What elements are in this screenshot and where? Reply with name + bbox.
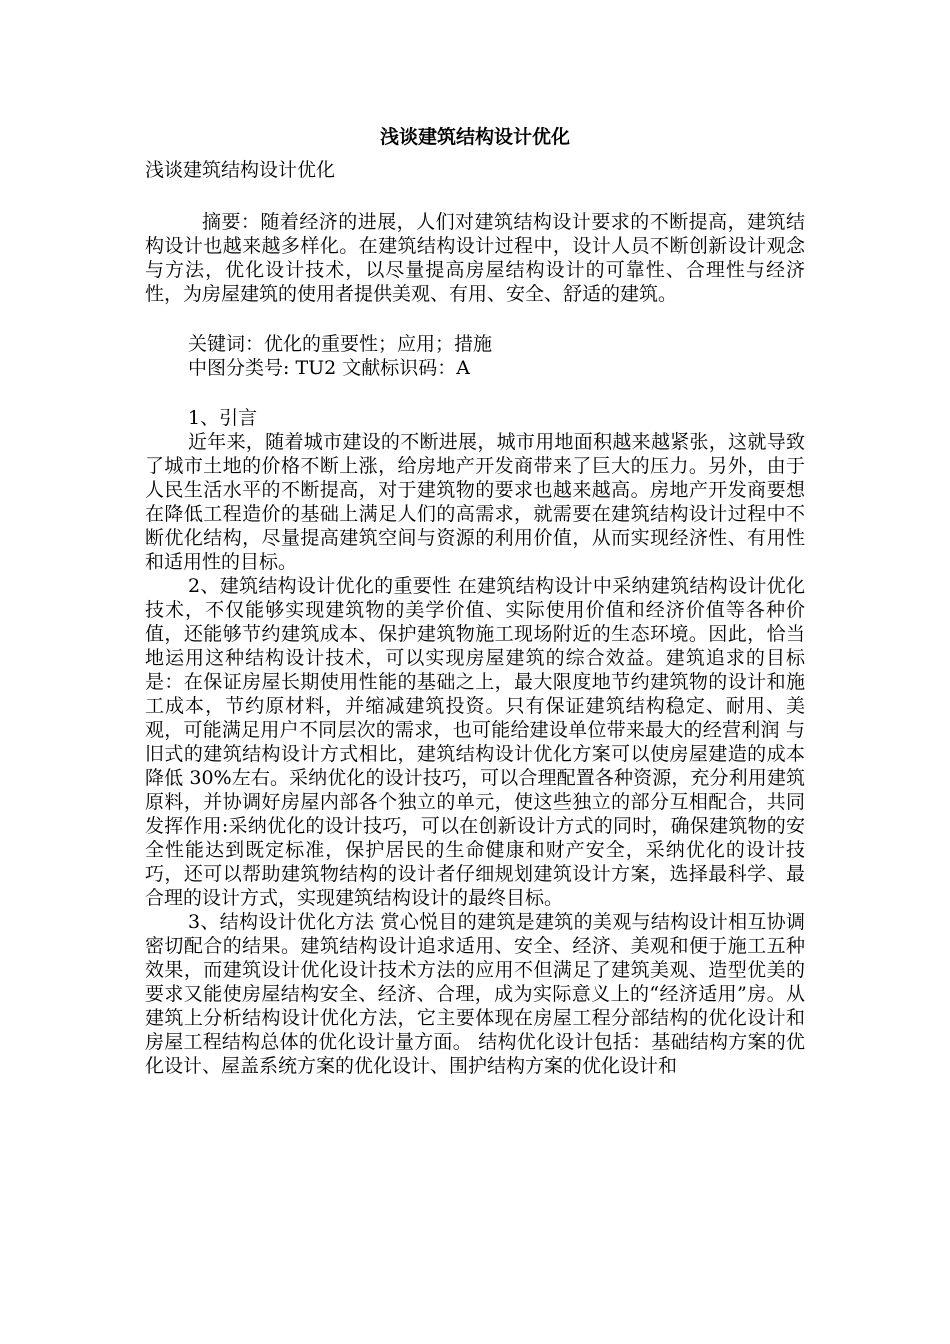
- spacer: [145, 184, 805, 210]
- keywords-line: 关键词：优化的重要性；应用；措施: [188, 333, 493, 355]
- section2-paragraph: 2、建筑结构设计优化的重要性 在建筑结构设计中采纳建筑结构设计优化技术，不仅能够实现建筑物的美学价值、实际使用价值和经济价值等各种价值，还能够节约建筑成本、保护建筑物施工现场附近的生态环境。因此，恰当地运用这种结构设计技术，可以实现房屋建筑的综合效益。建筑追求的目标是：在保证房屋长期使用性能的基础之上，最大限度地节约建筑物的设计和施工成本，节约原材料，并缩减建筑投资。只有保证建筑结构稳定、耐用、美观，可能满足用户不同层次的需求，也可能给建设单位带来最大的经营利润 与旧式的建筑结构设计方式相比，建筑结构设计优化方案可以使房屋建造的成本降低 30%左右。采纳优化的设计技巧，可以合理配置各种资源，充分利用建筑原料，并协调好房屋内部各个独立的单元，使这些独立的部分互相配合，共同发挥作用:采纳优化的设计技巧，可以在创新设计方式的同时，确保建筑物的安全性能达到既定标准，保护居民的生命健康和财产安全，采纳优化的设计技巧，还可以帮助建筑物结构的设计者仔细规划建筑设计方案，选择最科学、最合理的设计方式，实现建筑结构设计的最终目标。: [145, 575, 805, 909]
- section1-paragraph: 近年来，随着城市建设的不断进展，城市用地面积越来越紧张，这就导致了城市土地的价格不断上涨，给房地产开发商带来了巨大的压力。另外，由于人民生活水平的不断提高，对于建筑物的要求也越来越高。房地产开发商要想在降低工程造价的基础上满足人们的高需求，就需要在建筑结构设计过程中不断优化结构，尽量提高建筑空间与资源的利用价值，从而实现经济性、有用性和适用性的目标。: [145, 431, 805, 573]
- section1-heading: 1、引言: [188, 407, 258, 429]
- document-subtitle: 浅谈建筑结构设计优化: [145, 159, 336, 181]
- spacer: [145, 380, 805, 406]
- abstract-paragraph: 摘要：随着经济的进展，人们对建筑结构设计要求的不断提高，建筑结构设计也越来越多样化。在建筑结构设计过程中，设计人员不断创新设计观念与方法，优化设计技术，以尽量提高房屋结构设计的可靠性、合理性与经济性，为房屋建筑的使用者提供美观、有用、安全、舒适的建筑。: [145, 211, 805, 305]
- classification-line: 中图分类号: TU2 文献标识码：A: [188, 357, 470, 379]
- section3-paragraph: 3、结构设计优化方法 赏心悦目的建筑是建筑的美观与结构设计相互协调密切配合的结果。建筑结构设计追求适用、安全、经济、美观和便于施工五种效果，而建筑设计优化设计技术方法的应用不但满足了建筑美观、造型优美的要求又能使房屋结构安全、经济、合理，成为实际意义上的“经济适用”房。从建筑上分析结构设计优化方法，它主要体现在房屋工程分部结构的优化设计和房屋工程结构总体的优化设计量方面。 结构优化设计包括：基础结构方案的优化设计、屋盖系统方案的优化设计、围护结构方案的优化设计和: [145, 911, 805, 1077]
- spacer: [145, 306, 805, 332]
- document-title: 浅谈建筑结构设计优化: [379, 126, 570, 148]
- document-page: [145, 118, 805, 1078]
